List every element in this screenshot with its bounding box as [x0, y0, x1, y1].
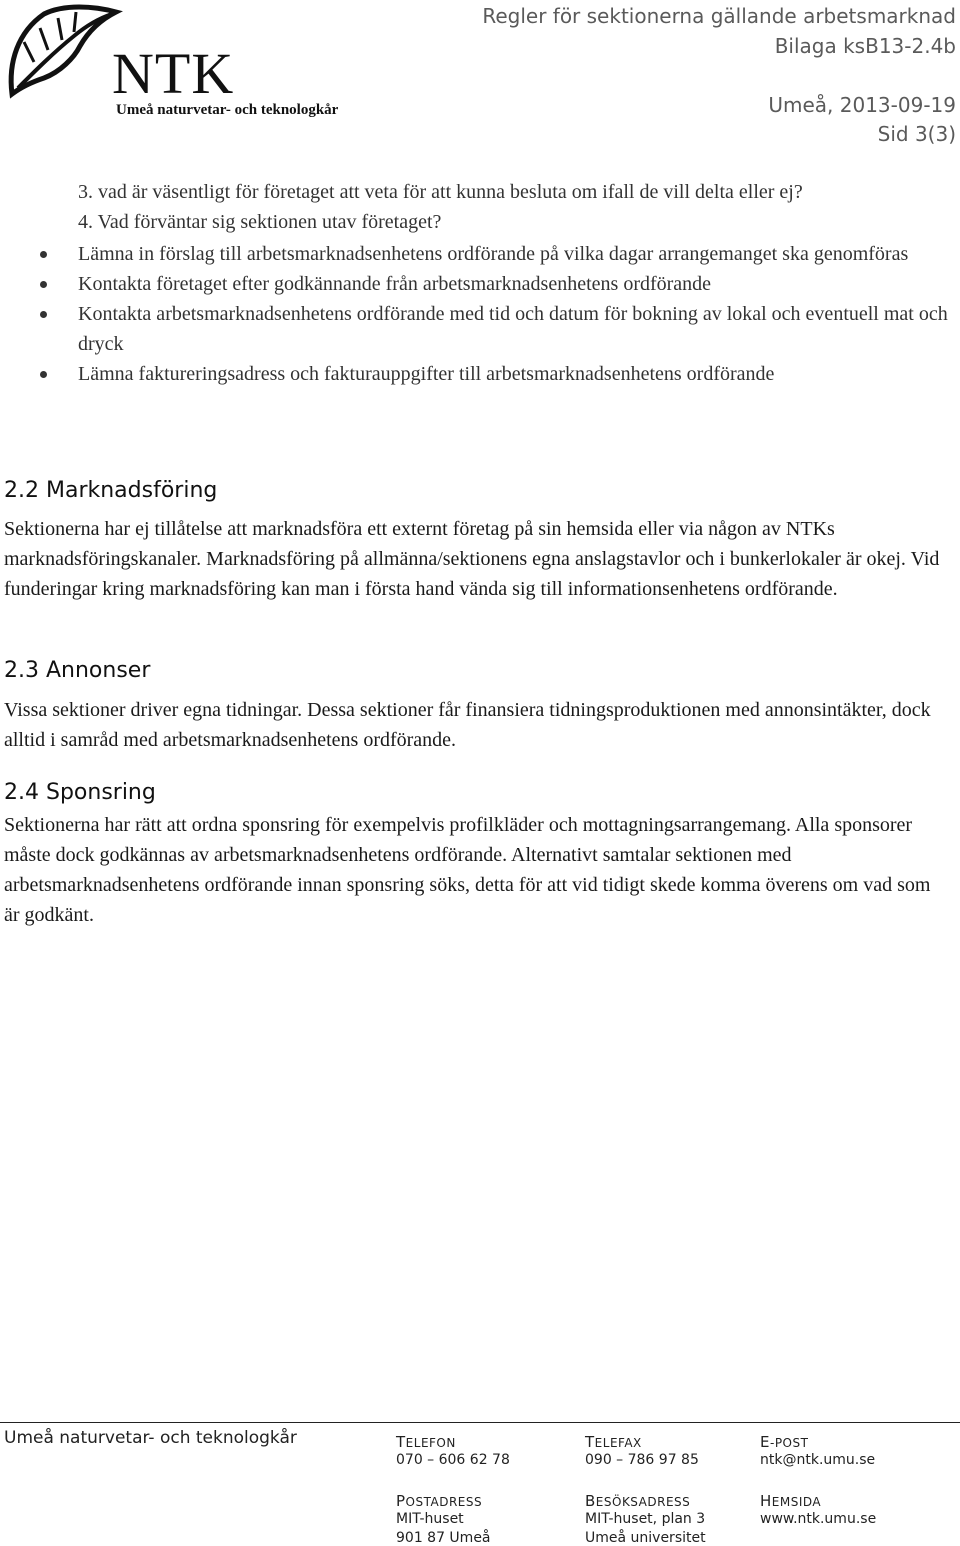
document-attachment-id: Bilaga ksB13-2.4b [774, 34, 956, 58]
bullet-item [0, 269, 950, 299]
bullet-text: Kontakta arbetsmarknadsenhetens ordförande med tid och datum för bokning av lokal och eventuell mat och dryck [78, 303, 948, 355]
section-heading-sponsring: 2.4 Sponsring [4, 780, 156, 805]
footer-postadress-value-2: 901 87 Umeå [396, 1530, 491, 1546]
document-date: Umeå, 2013-09-19 [768, 93, 956, 117]
section-text-sponsring: Sektionerna har rätt att ordna sponsring för exempelvis profilkläder och mottagningsarrangemang. Alla sponsorer måste dock godkännas av arbetsmarknadsenhetens ordförande. Alternativt samtalar sektionen med arbetsmarknadsenhetens ordförande innan sponsring söks, detta för att vid tidigt skede komma överens om vad som är godkänt. [4, 814, 931, 926]
leaf-logo-icon [4, 2, 124, 102]
bullet-icon [40, 251, 47, 258]
footer-telefax-value: 090 – 786 97 85 [585, 1452, 699, 1468]
bullet-icon [40, 311, 47, 318]
footer-divider [0, 1422, 960, 1423]
document-title: Regler för sektionerna gällande arbetsmarknad [482, 4, 956, 28]
bullet-item [0, 239, 950, 269]
footer-hemsida-label: HEMSIDA [760, 1492, 822, 1510]
section-heading-marknadsforing: 2.2 Marknadsföring [4, 478, 218, 503]
logo-subtitle: Umeå naturvetar- och teknologkår [116, 102, 339, 118]
bullet-text: Lämna faktureringsadress och fakturauppgifter till arbetsmarknadsenhetens ordförande [78, 363, 775, 385]
footer-epost-value: ntk@ntk.umu.se [760, 1452, 876, 1468]
footer-postadress-value: MIT-huset [396, 1511, 464, 1527]
bullet-text: Kontakta företaget efter godkännande från arbetsmarknadsenhetens ordförande [78, 273, 712, 295]
bullet-icon [40, 371, 47, 378]
section-text-marknadsforing: Sektionerna har ej tillåtelse att marknadsföra ett externt företag på sin hemsida eller via någon av NTKs marknadsföringskanaler. Marknadsföring på allmänna/sektionens egna anslagstavlor och i bunkerlokaler är okej. Vid funderingar kring marknadsföring kan man i första hand vända sig till informationsenhetens ordförande. [4, 518, 940, 600]
footer-hemsida-value[interactable]: www.ntk.umu.se [760, 1511, 877, 1527]
footer-besoksadress-value: MIT-huset, plan 3 [585, 1511, 706, 1527]
footer-telefon-value: 070 – 606 62 78 [396, 1452, 510, 1468]
bullet-item [0, 359, 950, 389]
numbered-item: 4. Vad förväntar sig sektionen utav företaget? [78, 211, 442, 233]
footer-organization: Umeå naturvetar- och teknologkår [4, 1428, 297, 1448]
footer-telefon-label: TELEFON [396, 1433, 456, 1451]
numbered-list [78, 177, 803, 237]
footer-besoksadress-label: BESÖKSADRESS [585, 1492, 691, 1510]
section-text-annonser: Vissa sektioner driver egna tidningar. Dessa sektioner får finansiera tidningsproduktionen med annonsintäkter, dock alltid i samråd med arbetsmarknadsenhetens ordförande. [4, 699, 931, 751]
numbered-item: 3. vad är väsentligt för företaget att veta för att kunna besluta om ifall de vill delta eller ej? [78, 181, 803, 203]
logo-name: NTK [112, 41, 235, 106]
bullet-list [0, 239, 950, 389]
bullet-icon [40, 281, 47, 288]
footer-telefax-label: TELEFAX [585, 1433, 642, 1451]
bullet-text: Lämna in förslag till arbetsmarknadsenhetens ordförande på vilka dagar arrangemanget ska genomföras [78, 243, 909, 265]
footer-epost-label: E-POST [760, 1433, 809, 1451]
page-number: Sid 3(3) [877, 122, 956, 146]
footer-postadress-label: POSTADRESS [396, 1492, 483, 1510]
bullet-item [0, 299, 950, 359]
footer-besoksadress-value-2: Umeå universitet [585, 1530, 706, 1546]
section-heading-annonser: 2.3 Annonser [4, 658, 151, 683]
ntk-logo [4, 2, 344, 127]
